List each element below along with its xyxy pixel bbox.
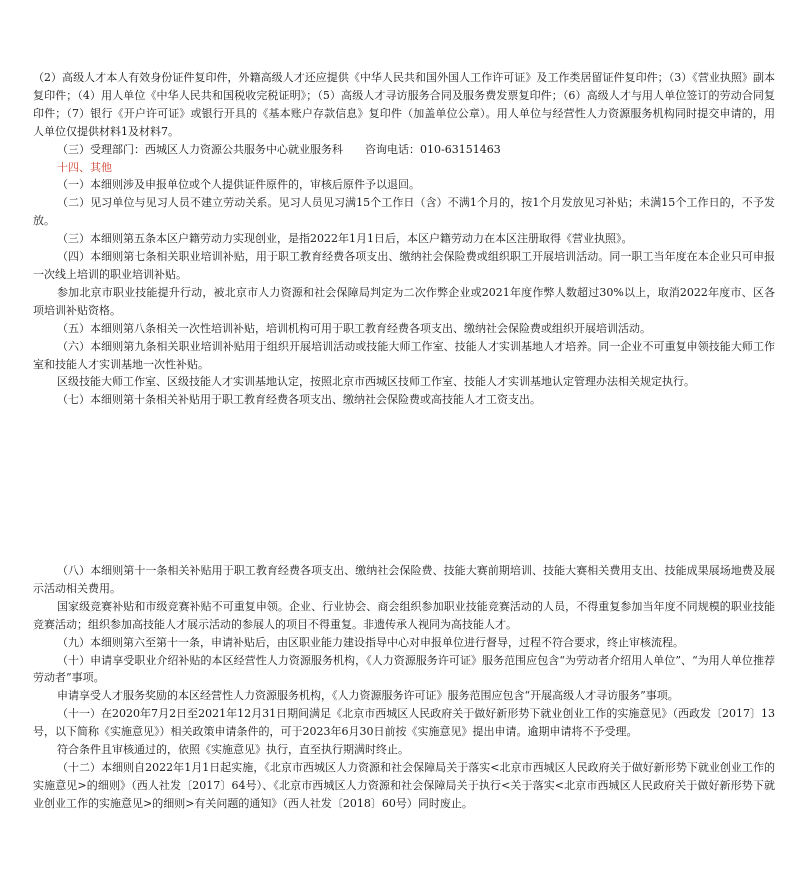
- section-paragraph: （一）本细则涉及申报单位或个人提供证件原件的，审核后原件予以退回。: [57, 178, 420, 192]
- contact-paragraph: （三）受理部门：西城区人力资源公共服务中心就业服务科 咨询电话：010-63151463: [57, 142, 501, 156]
- section-paragraph: （二）见习单位与见习人员不建立劳动关系。见习人员见习满15个工作日（含）不满1个月的，按1个月发放见习补贴；未满15个工作日的，不予发放。: [33, 196, 775, 228]
- section-paragraph: （九）本细则第六至第十一条，申请补贴后，由区职业能力建设指导中心对申报单位进行督导，过程不符合要求，终止审核流程。: [57, 635, 684, 649]
- section-paragraph: 符合条件且审核通过的，依照《实施意见》执行，直至执行期满时终止。: [57, 743, 409, 757]
- section-paragraph: （十）申请享受职业介绍补贴的本区经营性人力资源服务机构，《人力资源服务许可证》服务范围应包含“为劳动者介绍用人单位”、“为用人单位推荐劳动者”事项。: [33, 653, 775, 685]
- section-paragraph: （四）本细则第七条相关职业培训补贴，用于职工教育经费各项支出、缴纳社会保险费或组织职工开展培训活动。同一职工当年度在本企业只可申报一次线上培训的职业培训补贴。: [33, 250, 775, 281]
- section-paragraph: 国家级竞赛补贴和市级竞赛补贴不可重复申领。企业、行业协会、商会组织参加职业技能竞赛活动的人员，不得重复参加当年度不同规模的职业技能竞赛活动；组织参加高技能人才展示活动的参展人的项目不得重复。非遗传承人视同为高技能人才。: [33, 599, 775, 631]
- section-paragraph: 参加北京市职业技能提升行动，被北京市人力资源和社会保障局判定为二次作弊企业或2021年度作弊人数超过30%以上，取消2022年度市、区各项培训补贴资格。: [33, 285, 775, 317]
- section-paragraph: 区级技能大师工作室、区级技能人才实训基地认定，按照北京市西城区技师工作室、技能人才实训基地认定管理办法相关规定执行。: [57, 375, 695, 389]
- section-heading: 十四、其他: [57, 160, 112, 174]
- top-section: [33, 69, 775, 409]
- materials-list-paragraph: （2）高级人才本人有效身份证件复印件，外籍高级人才还应提供《中华人民共和国外国人工作许可证》及工作类居留证件复印件；（3）《营业执照》副本复印件；（4）用人单位《中华人民共和国税收完税证明》；（5）高级人才寻访服务合同及服务费发票复印件；（6）高级人才与用人单位签订的劳动合同复印件；（7）银行《开户许可证》或银行开具的《基本账户存款信息》复印件（加盖单位公章）。用人单位与经营性人力资源服务机构同时提交申请的，用人单位仅提供材料1及材料7。: [33, 71, 775, 138]
- section-paragraph: （十二）本细则自2022年1月1日起实施，《北京市西城区人力资源和社会保障局关于落实<北京市西城区人民政府关于做好新形势下就业创业工作的实施意见>的细则》（西人社发〔2017〕64号）、《北京市西城区人力资源和社会保障局关于执行<关于落实<北京市西城区人民政府关于做好新形势下就业创业工作的实施意见>的细则>有关问题的通知》（西人社发〔2018〕60号）同时废止。: [33, 760, 775, 810]
- section-paragraph: （八）本细则第十一条相关补贴用于职工教育经费各项支出、缴纳社会保险费、技能大赛前期培训、技能大赛相关费用支出、技能成果展场地费及展示活动相关费用。: [33, 564, 775, 595]
- section-paragraph: （十一）在2020年7月2日至2021年12月31日期间满足《北京市西城区人民政府关于做好新形势下就业创业工作的实施意见》（西政发〔2017〕13号，以下简称《实施意见》）相关政策申请条件的，可于2023年6月30日前按《实施意见》提出申请。逾期申请将不予受理。: [33, 707, 775, 739]
- bottom-section: [33, 562, 775, 813]
- section-paragraph: （五）本细则第八条相关一次性培训补贴，培训机构可用于职工教育经费各项支出、缴纳社会保险费或组织开展培训活动。: [57, 321, 651, 335]
- section-paragraph: （六）本细则第九条相关职业培训补贴用于组织开展培训活动或技能大师工作室、技能人才实训基地人才培养。同一企业不可重复申领技能大师工作室和技能人才实训基地一次性补贴。: [33, 339, 775, 371]
- section-paragraph: 申请享受人才服务奖励的本区经营性人力资源服务机构，《人力资源服务许可证》服务范围应包含“开展高级人才寻访服务”事项。: [57, 689, 679, 703]
- section-paragraph: （七）本细则第十条相关补贴用于职工教育经费各项支出、缴纳社会保险费或高技能人才工资支出。: [57, 393, 541, 407]
- section-paragraph: （三）本细则第五条本区户籍劳动力实现创业，是指2022年1月1日后，本区户籍劳动力在本区注册取得《营业执照》。: [57, 232, 633, 246]
